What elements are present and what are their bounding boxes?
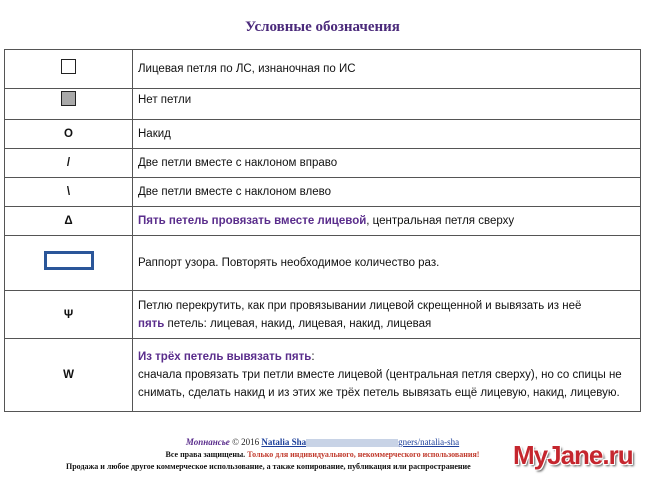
table-row xyxy=(5,178,641,207)
description-text: , центральная петля сверху xyxy=(366,215,515,227)
white-square-icon xyxy=(61,59,76,74)
symbol-cell: Ψ xyxy=(5,291,133,339)
table-row xyxy=(5,149,641,178)
description-cell xyxy=(133,291,641,339)
colon-text: : xyxy=(311,351,315,363)
author-url-link[interactable]: gners/natalia-sha xyxy=(398,437,460,447)
rights-warning-text: Только для индивидуального, некоммерческого использования! xyxy=(247,450,480,459)
table-row xyxy=(5,89,641,120)
description-cell: Раппорт узора. Повторять необходимое количество раз. xyxy=(133,236,641,291)
author-link[interactable]: Natalia Sha xyxy=(261,437,307,447)
brand-text: Мопнансье xyxy=(185,437,230,447)
symbol-cell: \ xyxy=(5,178,133,207)
highlight-text: пять xyxy=(138,317,165,330)
description-cell: Накид xyxy=(133,120,641,149)
blurred-url-segment xyxy=(306,439,398,447)
grey-square-icon xyxy=(61,91,76,106)
description-cell: Лицевая петля по ЛС, изнаночная по ИС xyxy=(133,50,641,89)
symbol-cell xyxy=(5,89,133,120)
symbol-cell: W xyxy=(5,339,133,412)
symbol-cell: O xyxy=(5,120,133,149)
notice-line: Продажа и любое другое коммерческое использование, а также копирование, публикация или распространение xyxy=(66,462,471,471)
page-title: Условные обозначения xyxy=(245,19,400,35)
highlight-text: Из трёх петель вывязать пять xyxy=(138,351,312,363)
description-text: петель: лицевая, накид, лицевая, накид, лицевая xyxy=(164,317,432,330)
table-row xyxy=(5,207,641,236)
description-cell xyxy=(133,207,641,236)
rights-text: Все права защищены. xyxy=(165,450,248,459)
table-row xyxy=(5,339,641,412)
copyright-text: © 2016 xyxy=(229,437,262,447)
table-row xyxy=(5,120,641,149)
description-text: сначала провязать три петли вместе лицевой (центральная петля сверху), но со спицы не снимать, сделать накид и из этих же трёх петель вывязать ещё лицевую, накид, лицевую. xyxy=(138,369,622,399)
symbol-cell: Δ xyxy=(5,207,133,236)
legend-table xyxy=(4,49,641,412)
description-cell: Две петли вместе с наклоном влево xyxy=(133,178,641,207)
description-cell: Две петли вместе с наклоном вправо xyxy=(133,149,641,178)
description-cell: Нет петли xyxy=(133,89,641,120)
table-row xyxy=(5,50,641,89)
description-text: Петлю перекрутить, как при провязывании лицевой скрещенной и вывязать из неё xyxy=(138,299,582,312)
highlight-text: Пять петель провязать вместе лицевой xyxy=(138,215,367,227)
table-row xyxy=(5,236,641,291)
description-cell xyxy=(133,339,641,412)
symbol-cell xyxy=(5,236,133,291)
symbol-cell xyxy=(5,50,133,89)
table-row xyxy=(5,291,641,339)
rapport-rectangle-icon xyxy=(44,251,94,270)
symbol-cell: / xyxy=(5,149,133,178)
watermark-logo: MyJane.ru xyxy=(513,440,633,470)
